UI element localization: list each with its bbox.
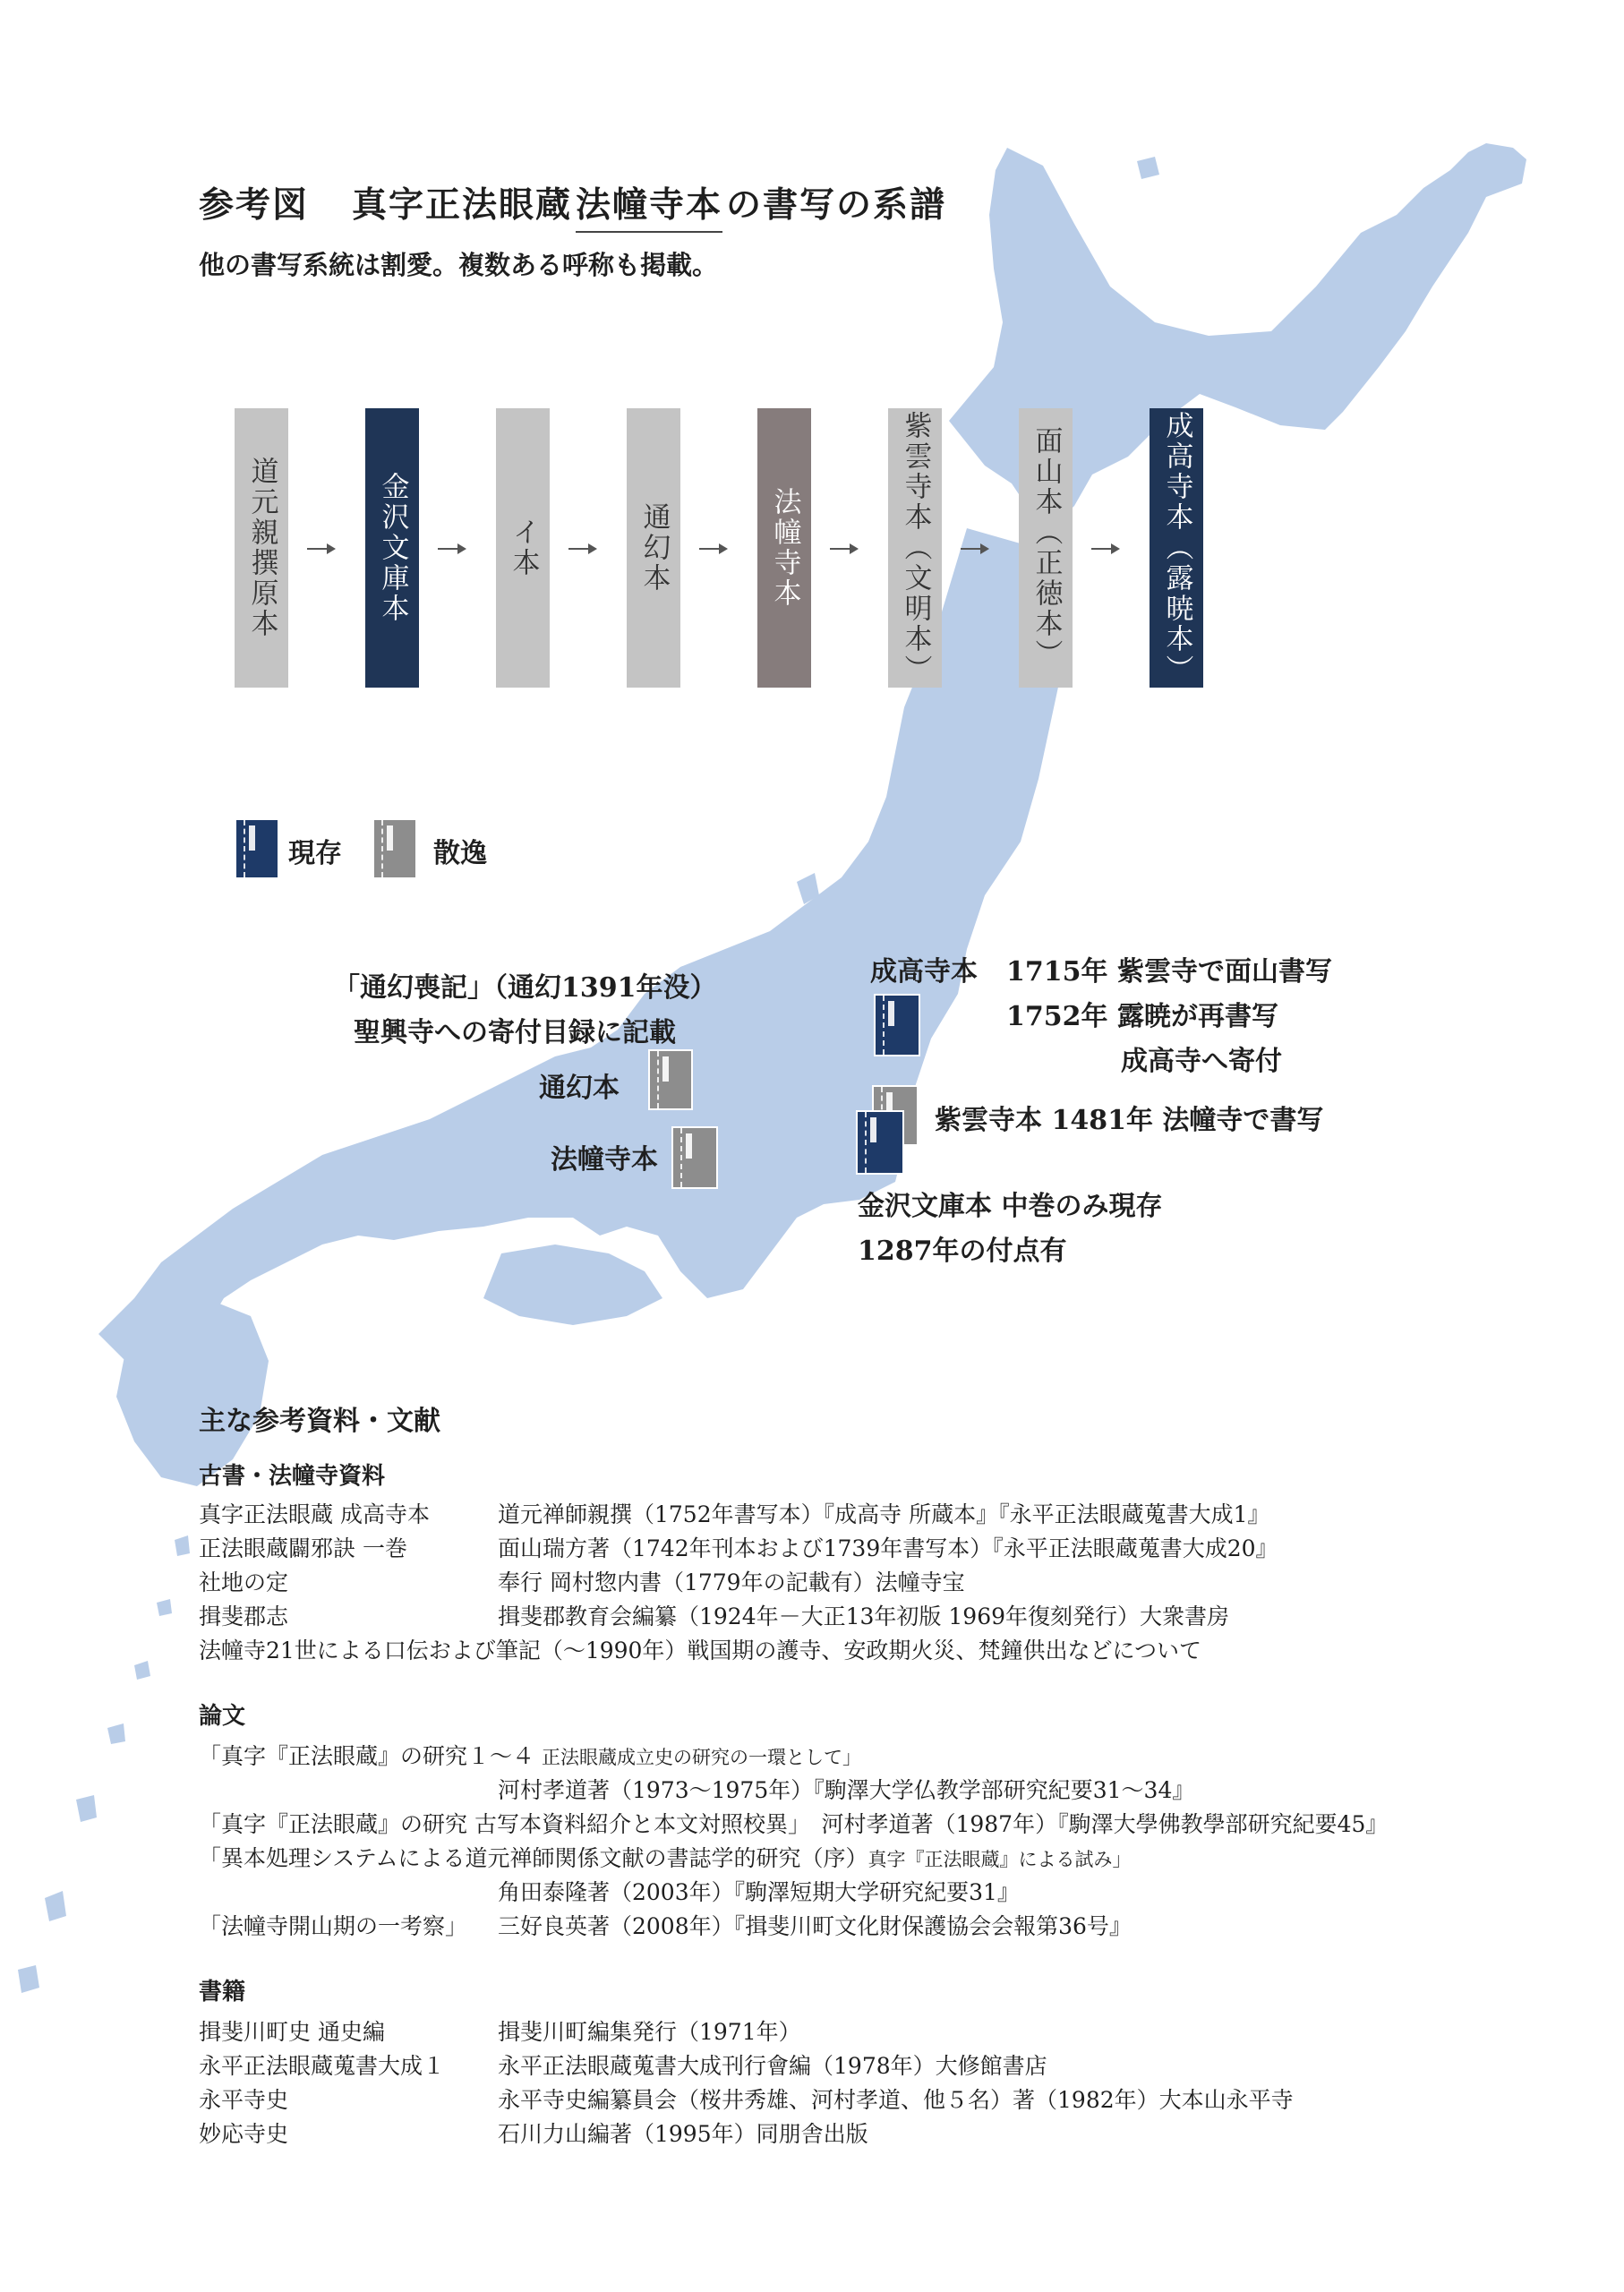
tsugen-note-1: 「通幻喪記」（通幻1391年没）	[333, 972, 717, 1004]
seikoji-label: 成高寺本	[870, 956, 978, 988]
chain-arrow	[1091, 548, 1118, 550]
paper-3-subtitle: 真字『正法眼蔵』による試み」	[868, 1849, 1132, 1870]
chain-box-kanazawa: 金沢文庫本	[365, 408, 419, 688]
extant-book-icon	[235, 818, 279, 879]
chain-arrow	[568, 548, 595, 550]
chain-arrow	[830, 548, 857, 550]
paper-1-title: 「真字『正法眼蔵』の研究１〜４	[199, 1743, 535, 1769]
chain-arrow	[961, 548, 987, 550]
books-heading: 書籍	[199, 1979, 246, 2006]
tsugen-label: 通幻本	[539, 1073, 620, 1104]
paper-3-title: 「異本処理システムによる道元禅師関係文献の書誌学的研究（序）	[199, 1845, 868, 1871]
paper-1-subtitle: 正法眼蔵成立史の研究の一環として」	[541, 1747, 861, 1768]
kanazawa-line-1: 金沢文庫本 中巻のみ現存	[858, 1191, 1163, 1222]
chain-box-tsugen: 通幻本	[627, 408, 680, 688]
tsugen-note-2: 聖興寺への寄付目録に記載	[354, 1017, 676, 1048]
kanazawa-line-2: 1287年の付点有	[858, 1236, 1067, 1267]
hotoji-book-icon	[671, 1126, 718, 1189]
tsugen-book-icon	[648, 1049, 693, 1110]
chain-box-dogen-original: 道元親撰原本	[235, 408, 288, 688]
chain-box-i-hon: イ本	[496, 408, 550, 688]
chain-box-menzan: 面山本（正徳本）	[1019, 408, 1073, 688]
chain-arrow	[307, 548, 334, 550]
seikoji-book-icon	[874, 994, 920, 1056]
chain-arrow	[438, 548, 465, 550]
old-docs-heading: 古書・法幢寺資料	[199, 1463, 386, 1490]
chain-box-shiunji: 紫雲寺本（文明本）	[888, 408, 942, 688]
title-suffix: の書写の系譜	[726, 184, 947, 226]
page-title	[199, 177, 946, 233]
lost-book-icon	[372, 818, 417, 879]
legend-extant-label: 現存	[288, 838, 342, 869]
chain-arrow	[699, 548, 726, 550]
hotoji-label: 法幢寺本	[551, 1144, 658, 1176]
chain-box-seikoji: 成高寺本（露暁本）	[1150, 408, 1203, 688]
refs-heading: 主な参考資料・文献	[199, 1406, 440, 1437]
legend-lost-label: 散逸	[433, 838, 487, 869]
chain-box-hotoji: 法幢寺本	[757, 408, 811, 688]
title-prefix: 参考図	[199, 184, 310, 226]
seikoji-line-1: 1715年 紫雲寺で面山書写	[1006, 956, 1332, 988]
title-main: 真字正法眼蔵	[352, 184, 573, 226]
papers-heading: 論文	[199, 1703, 246, 1730]
page-subtitle: 他の書写系統は割愛。複数ある呼称も掲載。	[199, 250, 719, 280]
kanazawa-book-icon	[856, 1110, 904, 1175]
seikoji-line-2: 1752年 露暁が再書写	[1006, 1001, 1278, 1032]
shiunji-label: 紫雲寺本 1481年 法幢寺で書写	[935, 1105, 1324, 1136]
title-underlined: 法幢寺本	[576, 177, 722, 233]
seikoji-line-3: 成高寺へ寄付	[1121, 1046, 1282, 1077]
